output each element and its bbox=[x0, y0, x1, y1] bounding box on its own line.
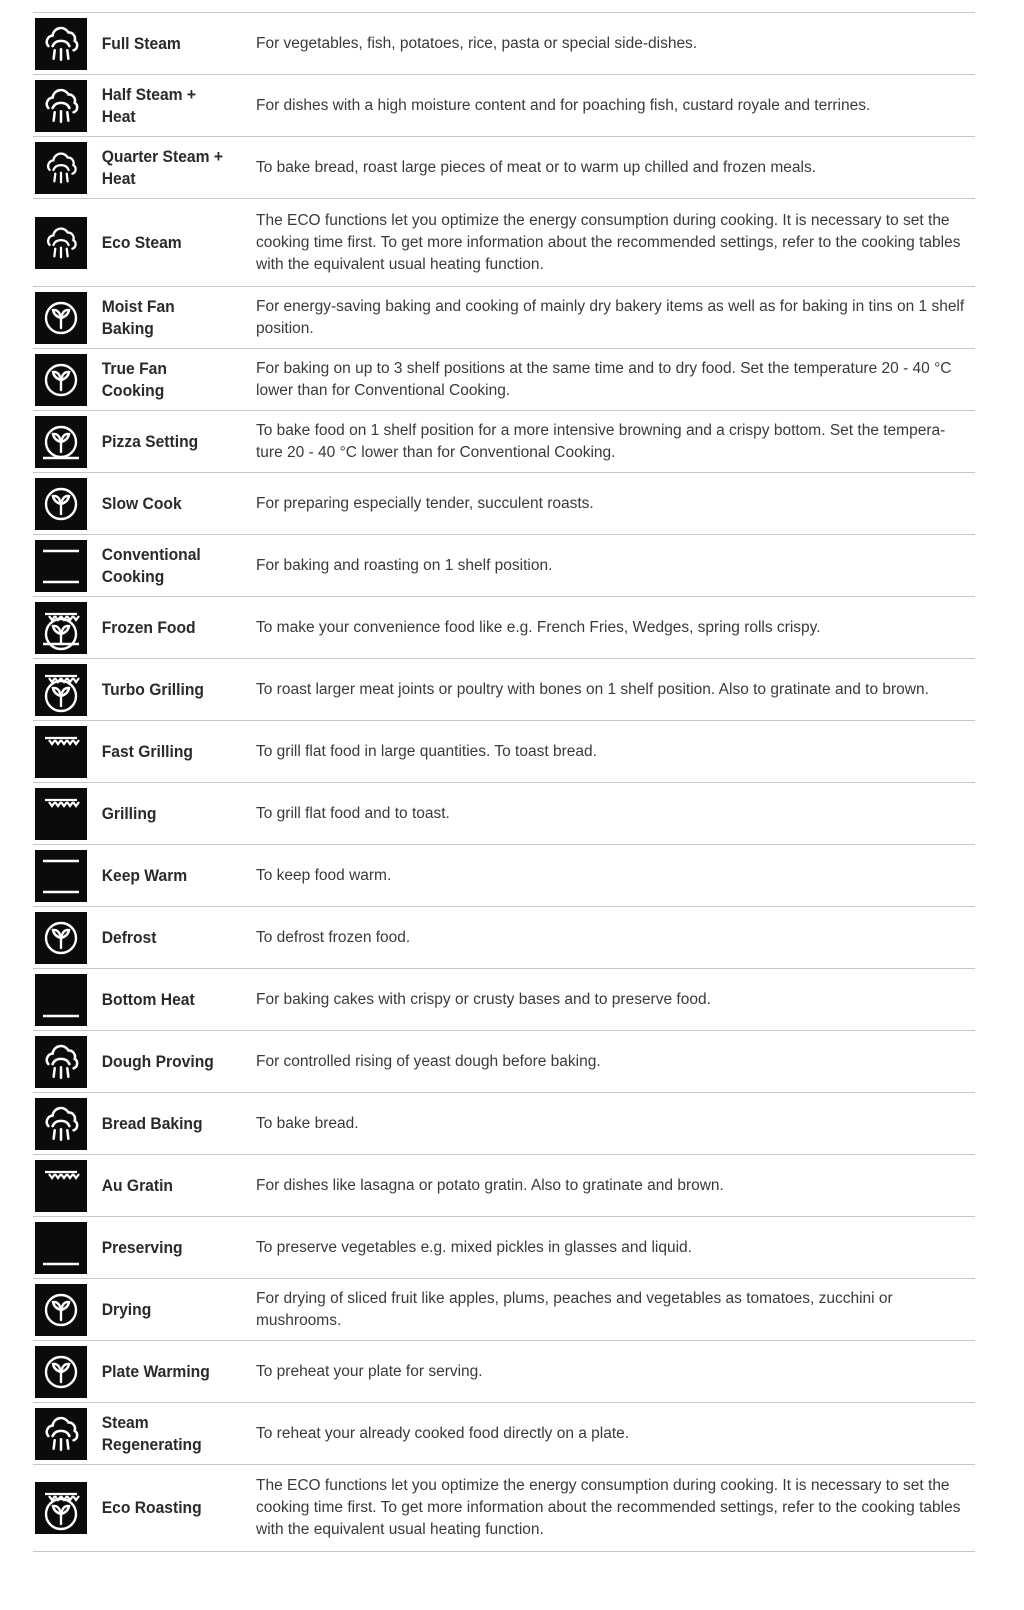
steam-dough-icon bbox=[35, 1036, 87, 1088]
function-description: To make your convenience food like e.g. French Fries, Wedges, spring rolls crispy. bbox=[256, 618, 821, 636]
function-name: Moist Fan Baking bbox=[101, 296, 175, 338]
function-description: To roast larger meat joints or poultry with bones on 1 shelf position. Also to gratinate and to brown. bbox=[256, 680, 929, 698]
grill-icon bbox=[35, 788, 87, 840]
oven-functions-table bbox=[33, 12, 975, 1552]
function-description: For vegetables, fish, potatoes, rice, pasta or special side-dishes. bbox=[256, 34, 698, 52]
function-name: Half Steam + Heat bbox=[101, 84, 197, 126]
function-name: Plate Warming bbox=[101, 1361, 210, 1381]
function-name: Keep Warm bbox=[101, 865, 188, 885]
function-name: Steam Regenerating bbox=[101, 1412, 202, 1454]
function-name: Fast Grilling bbox=[101, 741, 193, 761]
function-description: To grill flat food and to toast. bbox=[256, 804, 450, 822]
function-description: To reheat your already cooked food directly on a plate. bbox=[256, 1424, 630, 1442]
function-name: Au Gratin bbox=[101, 1175, 173, 1195]
keep-warm-icon bbox=[35, 850, 87, 902]
function-name: Dough Proving bbox=[101, 1051, 214, 1071]
function-name: Grilling bbox=[101, 803, 157, 823]
function-name: True Fan Cooking bbox=[101, 358, 167, 400]
function-name: Drying bbox=[101, 1299, 152, 1319]
function-row bbox=[33, 136, 975, 198]
preserving-icon bbox=[35, 1222, 87, 1274]
steam-quarter-icon bbox=[35, 142, 87, 194]
grill-gratin-icon bbox=[35, 1160, 87, 1212]
function-name: Slow Cook bbox=[101, 493, 182, 513]
fan-moist-icon bbox=[35, 292, 87, 344]
function-row bbox=[33, 720, 975, 782]
steam-full-icon bbox=[35, 18, 87, 70]
function-description: For baking cakes with crispy or crusty bases and to preserve food. bbox=[256, 990, 711, 1008]
function-row bbox=[33, 1216, 975, 1278]
function-row bbox=[33, 1154, 975, 1216]
function-description: To preheat your plate for serving. bbox=[256, 1362, 483, 1380]
fan-drying-icon bbox=[35, 1284, 87, 1336]
steam-eco-icon bbox=[35, 217, 87, 269]
function-name: Pizza Setting bbox=[101, 431, 199, 451]
steam-regenerate-icon bbox=[35, 1408, 87, 1460]
function-description: To keep food warm. bbox=[256, 866, 392, 884]
function-row bbox=[33, 1402, 975, 1464]
function-description: For baking and roasting on 1 shelf position. bbox=[256, 556, 553, 574]
function-name: Conventional Cooking bbox=[101, 544, 201, 586]
function-row bbox=[33, 12, 975, 74]
function-row bbox=[33, 596, 975, 658]
defrost-fan-icon bbox=[35, 912, 87, 964]
function-description: For baking on up to 3 shelf positions at the same time and to dry food. Set the temperature 20 - 40 °C lower than for Conventional Cooking. bbox=[256, 359, 952, 399]
function-row bbox=[33, 534, 975, 596]
bottom-heat-icon bbox=[35, 974, 87, 1026]
function-description: For preparing especially tender, succulent roasts. bbox=[256, 494, 594, 512]
function-name: Quarter Steam + Heat bbox=[101, 146, 223, 188]
function-row bbox=[33, 74, 975, 136]
fan-slow-icon bbox=[35, 478, 87, 530]
function-row bbox=[33, 286, 975, 348]
function-name: Preserving bbox=[101, 1237, 183, 1257]
function-description: For energy-saving baking and cooking of mainly dry bakery items as well as for baking in tins on 1 shelf position. bbox=[256, 297, 965, 337]
grill-fan-eco-icon bbox=[35, 1482, 87, 1534]
function-row bbox=[33, 658, 975, 720]
function-description: The ECO functions let you optimize the energy consumption during cooking. It is necessary to set the cooking time first. To get more information about the recommended settings, refer to the cooking tables with the equivalent usual heating function. bbox=[256, 1477, 961, 1538]
function-row bbox=[33, 906, 975, 968]
function-row bbox=[33, 1092, 975, 1154]
function-row bbox=[33, 844, 975, 906]
fan-bottom-heat-icon bbox=[35, 416, 87, 468]
function-name: Defrost bbox=[101, 927, 157, 947]
function-description: To preserve vegetables e.g. mixed pickles in glasses and liquid. bbox=[256, 1238, 692, 1256]
function-row bbox=[33, 1278, 975, 1340]
function-row bbox=[33, 472, 975, 534]
function-row bbox=[33, 1464, 975, 1552]
function-row bbox=[33, 348, 975, 410]
function-name: Turbo Grilling bbox=[101, 679, 204, 699]
function-name: Full Steam bbox=[101, 33, 181, 53]
function-description: To bake bread. bbox=[256, 1114, 359, 1132]
function-name: Eco Steam bbox=[101, 232, 182, 252]
function-name: Bread Baking bbox=[101, 1113, 203, 1133]
grill-fan-bottom-icon bbox=[35, 602, 87, 654]
function-row bbox=[33, 198, 975, 286]
grill-full-icon bbox=[35, 726, 87, 778]
top-bottom-heat-icon bbox=[35, 540, 87, 592]
function-description: To bake food on 1 shelf position for a more intensive browning and a crispy bottom. Set the tempera-ture 20 - 40 °C lower than for Conventional Cooking. bbox=[256, 421, 946, 461]
function-row bbox=[33, 782, 975, 844]
function-row bbox=[33, 1030, 975, 1092]
function-description: For dishes like lasagna or potato gratin. Also to gratinate and brown. bbox=[256, 1176, 724, 1194]
steam-half-icon bbox=[35, 80, 87, 132]
steam-bread-icon bbox=[35, 1098, 87, 1150]
function-description: For drying of sliced fruit like apples, plums, peaches and vegetables as tomatoes, zucchini or mushrooms. bbox=[256, 1289, 893, 1329]
function-row bbox=[33, 410, 975, 472]
function-description: To defrost frozen food. bbox=[256, 928, 411, 946]
function-description: The ECO functions let you optimize the energy consumption during cooking. It is necessary to set the cooking time first. To get more information about the recommended settings, refer to the cooking tables with the equivalent usual heating function. bbox=[256, 211, 961, 273]
function-description: To grill flat food in large quantities. To toast bread. bbox=[256, 742, 597, 760]
function-description: For controlled rising of yeast dough before baking. bbox=[256, 1052, 601, 1070]
function-row bbox=[33, 968, 975, 1030]
function-row bbox=[33, 1340, 975, 1402]
grill-fan-icon bbox=[35, 664, 87, 716]
fan-icon bbox=[35, 354, 87, 406]
fan-plate-icon bbox=[35, 1346, 87, 1398]
function-name: Bottom Heat bbox=[101, 989, 195, 1009]
function-description: For dishes with a high moisture content and for poaching fish, custard royale and terrines. bbox=[256, 96, 871, 114]
function-name: Eco Roasting bbox=[101, 1498, 202, 1517]
function-name: Frozen Food bbox=[101, 617, 196, 637]
function-description: To bake bread, roast large pieces of meat or to warm up chilled and frozen meals. bbox=[256, 158, 817, 176]
